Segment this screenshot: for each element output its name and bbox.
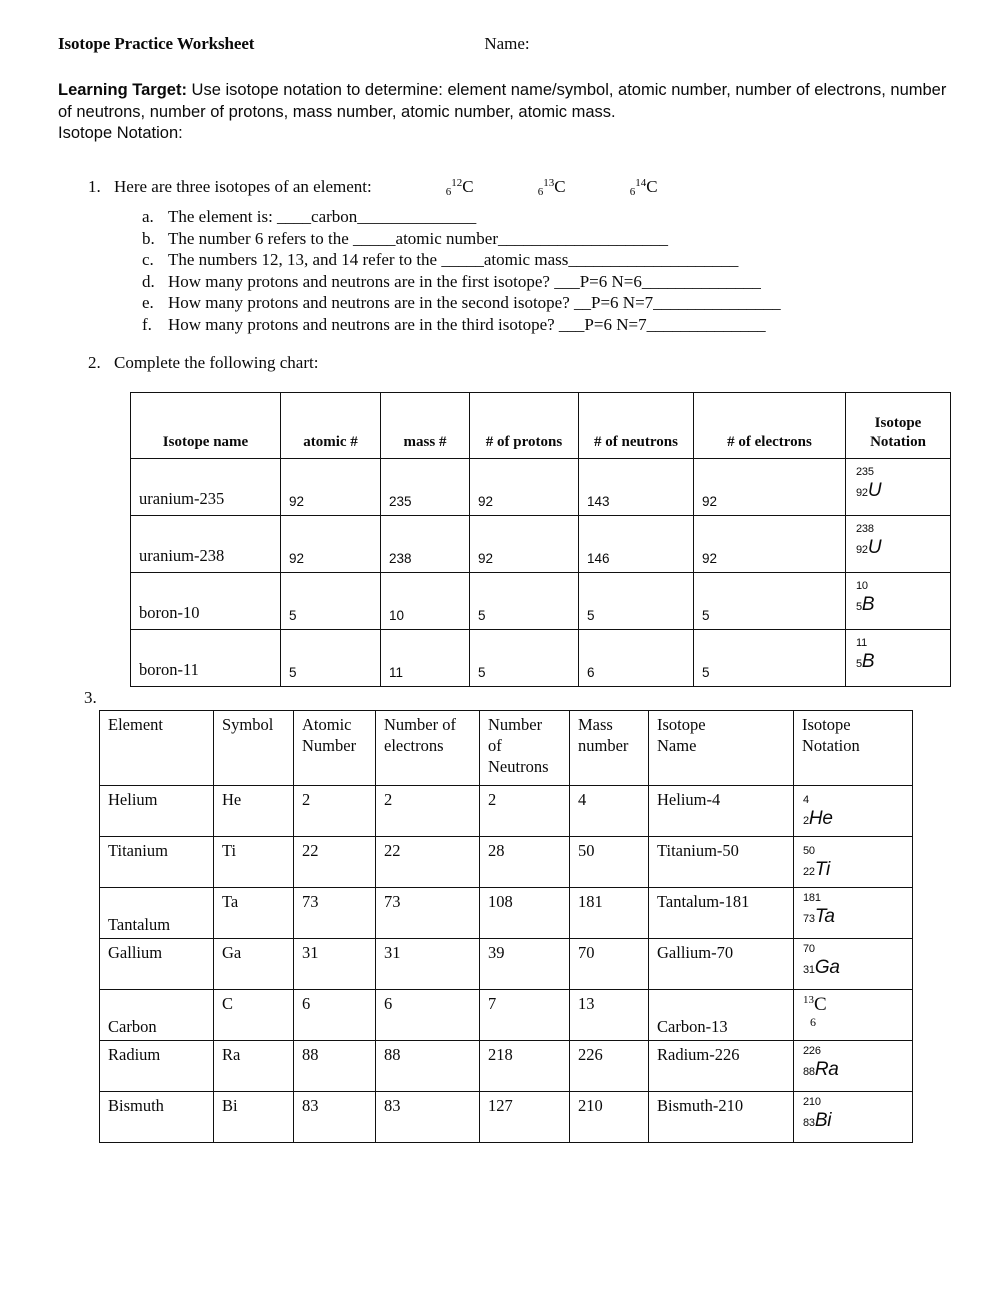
notation-element-symbol: C xyxy=(814,994,827,1015)
question-1-subitem-a xyxy=(142,206,968,228)
subitem-letter: b. xyxy=(142,228,155,248)
cell-electrons: 22 xyxy=(376,837,480,888)
question-1-stem: Here are three isotopes of an element: xyxy=(114,177,372,196)
cell-isotope-name: boron-11 xyxy=(131,630,281,687)
notation-element-symbol: U xyxy=(867,537,882,558)
notation-mass-number: 181 xyxy=(803,892,821,904)
notation-atomic-number: 83 xyxy=(803,1117,815,1129)
cell-element: Bismuth xyxy=(100,1092,214,1143)
notation-symbol-line xyxy=(856,481,881,500)
cell-mass-number: 11 xyxy=(381,630,470,687)
cell-neutrons: 39 xyxy=(480,939,570,990)
cell-electrons: 83 xyxy=(376,1092,480,1143)
cell-mass-number: 50 xyxy=(570,837,649,888)
cell-atomic-number: 2 xyxy=(294,786,376,837)
cell-isotope-name: Titanium-50 xyxy=(649,837,794,888)
notation-symbol-line xyxy=(803,1060,839,1079)
subitem-text: The numbers 12, 13, and 14 refer to the _____atomic mass____________________ xyxy=(168,250,739,269)
cell-electrons: 5 xyxy=(694,573,846,630)
isotope-notation-glyph xyxy=(803,846,830,879)
question-2 xyxy=(88,353,318,373)
notation-atomic-number: 31 xyxy=(803,964,815,976)
notation-symbol-line xyxy=(803,860,830,879)
question-1-number: 1. xyxy=(88,177,101,196)
isotope-notation-glyph xyxy=(803,995,827,1029)
cell-isotope-notation xyxy=(794,786,913,837)
col-header-line2: Number xyxy=(302,736,357,755)
cell-isotope-notation xyxy=(794,939,913,990)
cell-isotope-name: Radium-226 xyxy=(649,1041,794,1092)
notation-element-symbol: Ti xyxy=(814,859,830,880)
cell-element: Titanium xyxy=(100,837,214,888)
notation-symbol-line xyxy=(856,595,874,614)
col-header-mass-number: mass # xyxy=(381,393,470,459)
cell-electrons: 92 xyxy=(694,516,846,573)
cell-electrons: 2 xyxy=(376,786,480,837)
cell-element: Radium xyxy=(100,1041,214,1092)
notation-symbol-line xyxy=(856,652,874,671)
cell-isotope-name: uranium-238 xyxy=(131,516,281,573)
cell-atomic-number: 83 xyxy=(294,1092,376,1143)
question-2-stem: Complete the following chart: xyxy=(114,353,319,372)
subitem-text: How many protons and neutrons are in the third isotope? ___P=6 N=7______________ xyxy=(168,314,766,334)
notation-atomic-number: 92 xyxy=(856,487,868,499)
notation-mass-number: 70 xyxy=(803,943,815,955)
col-header-neutrons xyxy=(480,711,570,786)
element-details-table xyxy=(99,710,913,1143)
notation-symbol-line xyxy=(803,995,827,1015)
page-title: Isotope Practice Worksheet xyxy=(58,34,255,53)
isotope-sample-mass-number: 12 xyxy=(451,177,463,189)
isotope-sample xyxy=(538,172,630,203)
cell-electrons: 6 xyxy=(376,990,480,1041)
cell-element: Tantalum xyxy=(100,888,214,939)
col-header-line1: Number xyxy=(488,715,543,734)
col-header-line1: Element xyxy=(108,715,163,734)
notation-mass-number: 226 xyxy=(803,1045,821,1057)
notation-element-symbol: He xyxy=(808,808,833,829)
notation-atomic-number: 5 xyxy=(856,658,862,670)
cell-mass-number: 181 xyxy=(570,888,649,939)
cell-isotope-name: Helium-4 xyxy=(649,786,794,837)
notation-symbol-line xyxy=(803,907,835,926)
col-header-electrons xyxy=(376,711,480,786)
question-1-subitems xyxy=(142,206,968,335)
col-header-isotope-name: Isotope name xyxy=(131,393,281,459)
subitem-letter: d. xyxy=(142,271,155,291)
question-1-subitem-f xyxy=(142,314,968,336)
table-row xyxy=(100,990,913,1041)
col-header-line2: Notation xyxy=(870,434,926,450)
learning-target-label: Learning Target: xyxy=(58,81,187,99)
col-header-mass-number xyxy=(570,711,649,786)
cell-protons: 92 xyxy=(470,459,579,516)
col-header-protons: # of protons xyxy=(470,393,579,459)
cell-isotope-notation xyxy=(846,516,951,573)
cell-neutrons: 218 xyxy=(480,1041,570,1092)
notation-symbol-line xyxy=(803,1111,831,1130)
col-header-symbol xyxy=(214,711,294,786)
subitem-letter: e. xyxy=(142,293,154,312)
notation-mass-number: 10 xyxy=(856,580,868,592)
col-header-atomic-number xyxy=(294,711,376,786)
notation-mass-number: 13 xyxy=(803,994,814,1006)
cell-neutrons: 6 xyxy=(579,630,694,687)
col-header-line3: Neutrons xyxy=(488,757,549,776)
cell-atomic-number: 22 xyxy=(294,837,376,888)
cell-element: Gallium xyxy=(100,939,214,990)
cell-atomic-number: 31 xyxy=(294,939,376,990)
cell-mass-number: 226 xyxy=(570,1041,649,1092)
cell-atomic-number: 92 xyxy=(281,459,381,516)
table-row xyxy=(100,939,913,990)
col-header-isotope-notation xyxy=(794,711,913,786)
cell-electrons: 73 xyxy=(376,888,480,939)
cell-symbol: Ti xyxy=(214,837,294,888)
notation-element-symbol: Ga xyxy=(814,957,840,978)
notation-atomic-number: 88 xyxy=(803,1066,815,1078)
table-row xyxy=(131,459,951,516)
cell-symbol: Ga xyxy=(214,939,294,990)
cell-isotope-notation xyxy=(846,573,951,630)
isotope-notation-glyph xyxy=(856,638,874,671)
isotope-notation-heading: Isotope Notation: xyxy=(58,124,183,142)
question-1-subitem-c xyxy=(142,249,968,271)
notation-mass-number: 210 xyxy=(803,1096,821,1108)
cell-symbol: C xyxy=(214,990,294,1041)
col-header-atomic-number: atomic # xyxy=(281,393,381,459)
table-row xyxy=(100,786,913,837)
notation-symbol-line xyxy=(856,538,881,557)
notation-element-symbol: U xyxy=(867,480,882,501)
cell-mass-number: 10 xyxy=(381,573,470,630)
isotope-sample-symbol: C xyxy=(462,177,474,196)
notation-atomic-number: 2 xyxy=(803,815,809,827)
cell-mass-number: 210 xyxy=(570,1092,649,1143)
cell-element: Carbon xyxy=(100,990,214,1041)
cell-element: Helium xyxy=(100,786,214,837)
col-header-isotope-notation xyxy=(846,393,951,459)
cell-symbol: Ta xyxy=(214,888,294,939)
notation-element-symbol: Bi xyxy=(814,1110,832,1131)
col-header-line2: Notation xyxy=(802,736,860,755)
col-header-line2: of xyxy=(488,736,502,755)
cell-isotope-notation xyxy=(794,1041,913,1092)
page-header xyxy=(58,34,942,54)
cell-atomic-number: 73 xyxy=(294,888,376,939)
isotope-sample xyxy=(630,172,722,203)
cell-mass-number: 235 xyxy=(381,459,470,516)
cell-neutrons: 7 xyxy=(480,990,570,1041)
notation-symbol-line xyxy=(803,809,833,828)
table-row xyxy=(100,837,913,888)
notation-mass-number: 4 xyxy=(803,794,809,806)
isotope-sample-atomic-number: 6 xyxy=(629,186,636,198)
cell-neutrons: 2 xyxy=(480,786,570,837)
col-header-line2: Name xyxy=(657,736,697,755)
isotope-notation-glyph xyxy=(803,1097,831,1130)
cell-isotope-name: boron-10 xyxy=(131,573,281,630)
learning-target-text: Use isotope notation to determine: element name/symbol, atomic number, number of electrons, number of neutrons, number of protons, mass number, atomic number, atomic mass. xyxy=(58,81,947,121)
cell-symbol: Ra xyxy=(214,1041,294,1092)
cell-neutrons: 143 xyxy=(579,459,694,516)
notation-element-symbol: B xyxy=(861,594,875,615)
isotope-sample-atomic-number: 6 xyxy=(445,186,452,198)
question-3-number: 3. xyxy=(84,688,97,707)
isotope-chart-table xyxy=(130,392,951,687)
notation-symbol-line xyxy=(803,958,840,977)
notation-atomic-number: 73 xyxy=(803,913,815,925)
table-row xyxy=(131,573,951,630)
cell-isotope-name: Bismuth-210 xyxy=(649,1092,794,1143)
cell-electrons: 92 xyxy=(694,459,846,516)
col-header-element xyxy=(100,711,214,786)
cell-atomic-number: 92 xyxy=(281,516,381,573)
cell-isotope-name: Carbon-13 xyxy=(649,990,794,1041)
notation-element-symbol: Ta xyxy=(814,906,835,927)
question-1-subitem-b xyxy=(142,228,968,250)
table-row xyxy=(100,1041,913,1092)
cell-isotope-notation xyxy=(794,888,913,939)
question-1-subitem-e xyxy=(142,292,968,314)
cell-neutrons: 127 xyxy=(480,1092,570,1143)
isotope-notation-glyph xyxy=(803,1046,839,1079)
notation-mass-number: 11 xyxy=(856,637,868,649)
isotope-notation-glyph xyxy=(803,795,833,828)
subitem-text: The number 6 refers to the _____atomic number____________________ xyxy=(168,228,668,248)
isotope-sample-symbol: C xyxy=(554,177,566,196)
col-header-line1: Isotope xyxy=(874,415,922,431)
cell-isotope-name: uranium-235 xyxy=(131,459,281,516)
cell-atomic-number: 5 xyxy=(281,573,381,630)
subitem-letter: c. xyxy=(142,250,154,269)
question-1 xyxy=(88,172,968,335)
col-header-electrons: # of electrons xyxy=(694,393,846,459)
notation-atomic-number: 6 xyxy=(810,1014,816,1029)
col-header-line1: Symbol xyxy=(222,715,274,734)
isotope-sample-symbol: C xyxy=(646,177,658,196)
cell-symbol: He xyxy=(214,786,294,837)
cell-mass-number: 70 xyxy=(570,939,649,990)
cell-mass-number: 13 xyxy=(570,990,649,1041)
cell-mass-number: 4 xyxy=(570,786,649,837)
learning-target-block xyxy=(58,80,948,145)
cell-neutrons: 146 xyxy=(579,516,694,573)
isotope-sample-atomic-number: 6 xyxy=(537,186,544,198)
cell-electrons: 5 xyxy=(694,630,846,687)
cell-isotope-notation xyxy=(846,630,951,687)
subitem-letter: f. xyxy=(142,314,152,334)
question-1-header xyxy=(88,172,968,203)
notation-mass-number: 50 xyxy=(803,845,815,857)
col-header-line1: Atomic xyxy=(302,715,352,734)
col-header-isotope-name xyxy=(649,711,794,786)
isotope-sample-mass-number: 13 xyxy=(543,177,555,189)
cell-atomic-number: 5 xyxy=(281,630,381,687)
isotope-sample-list xyxy=(446,172,722,203)
cell-electrons: 31 xyxy=(376,939,480,990)
col-header-line2: electrons xyxy=(384,736,444,755)
cell-atomic-number: 6 xyxy=(294,990,376,1041)
notation-element-symbol: Ra xyxy=(814,1059,839,1080)
isotope-sample xyxy=(446,172,538,203)
notation-mass-number: 238 xyxy=(856,523,874,535)
subitem-text: How many protons and neutrons are in the second isotope? __P=6 N=7_______________ xyxy=(168,293,781,312)
subitem-text: How many protons and neutrons are in the first isotope? ___P=6 N=6______________ xyxy=(168,271,761,291)
table-row xyxy=(100,1092,913,1143)
cell-electrons: 88 xyxy=(376,1041,480,1092)
cell-mass-number: 238 xyxy=(381,516,470,573)
notation-mass-number: 235 xyxy=(856,466,874,478)
table-row xyxy=(131,516,951,573)
col-header-line2: number xyxy=(578,736,629,755)
isotope-notation-glyph xyxy=(803,944,840,977)
notation-element-symbol: B xyxy=(861,651,875,672)
isotope-sample-mass-number: 14 xyxy=(635,177,647,189)
cell-atomic-number: 88 xyxy=(294,1041,376,1092)
table-row xyxy=(131,630,951,687)
question-2-number: 2. xyxy=(88,353,101,372)
subitem-text: The element is: ____carbon______________ xyxy=(168,207,477,226)
col-header-line1: Isotope xyxy=(802,715,851,734)
cell-isotope-name: Gallium-70 xyxy=(649,939,794,990)
cell-protons: 5 xyxy=(470,573,579,630)
cell-symbol: Bi xyxy=(214,1092,294,1143)
cell-isotope-notation xyxy=(846,459,951,516)
isotope-notation-glyph xyxy=(856,524,881,557)
col-header-line1: Mass xyxy=(578,715,613,734)
cell-isotope-notation xyxy=(794,990,913,1041)
isotope-notation-glyph xyxy=(856,581,874,614)
cell-isotope-notation xyxy=(794,1092,913,1143)
cell-neutrons: 5 xyxy=(579,573,694,630)
notation-atomic-number: 22 xyxy=(803,866,815,878)
col-header-line1: Isotope xyxy=(657,715,706,734)
col-header-line1: Number of xyxy=(384,715,456,734)
table-row xyxy=(100,888,913,939)
name-field-label: Name: xyxy=(484,34,530,53)
notation-atomic-number: 92 xyxy=(856,544,868,556)
cell-protons: 5 xyxy=(470,630,579,687)
table-header-row xyxy=(100,711,913,786)
subitem-letter: a. xyxy=(142,207,154,226)
question-1-subitem-d xyxy=(142,271,968,293)
cell-isotope-name: Tantalum-181 xyxy=(649,888,794,939)
cell-isotope-notation xyxy=(794,837,913,888)
cell-protons: 92 xyxy=(470,516,579,573)
notation-atomic-number: 5 xyxy=(856,601,862,613)
isotope-notation-glyph xyxy=(856,467,881,500)
cell-neutrons: 28 xyxy=(480,837,570,888)
table-header-row xyxy=(131,393,951,459)
isotope-notation-glyph xyxy=(803,893,835,926)
col-header-neutrons: # of neutrons xyxy=(579,393,694,459)
cell-neutrons: 108 xyxy=(480,888,570,939)
